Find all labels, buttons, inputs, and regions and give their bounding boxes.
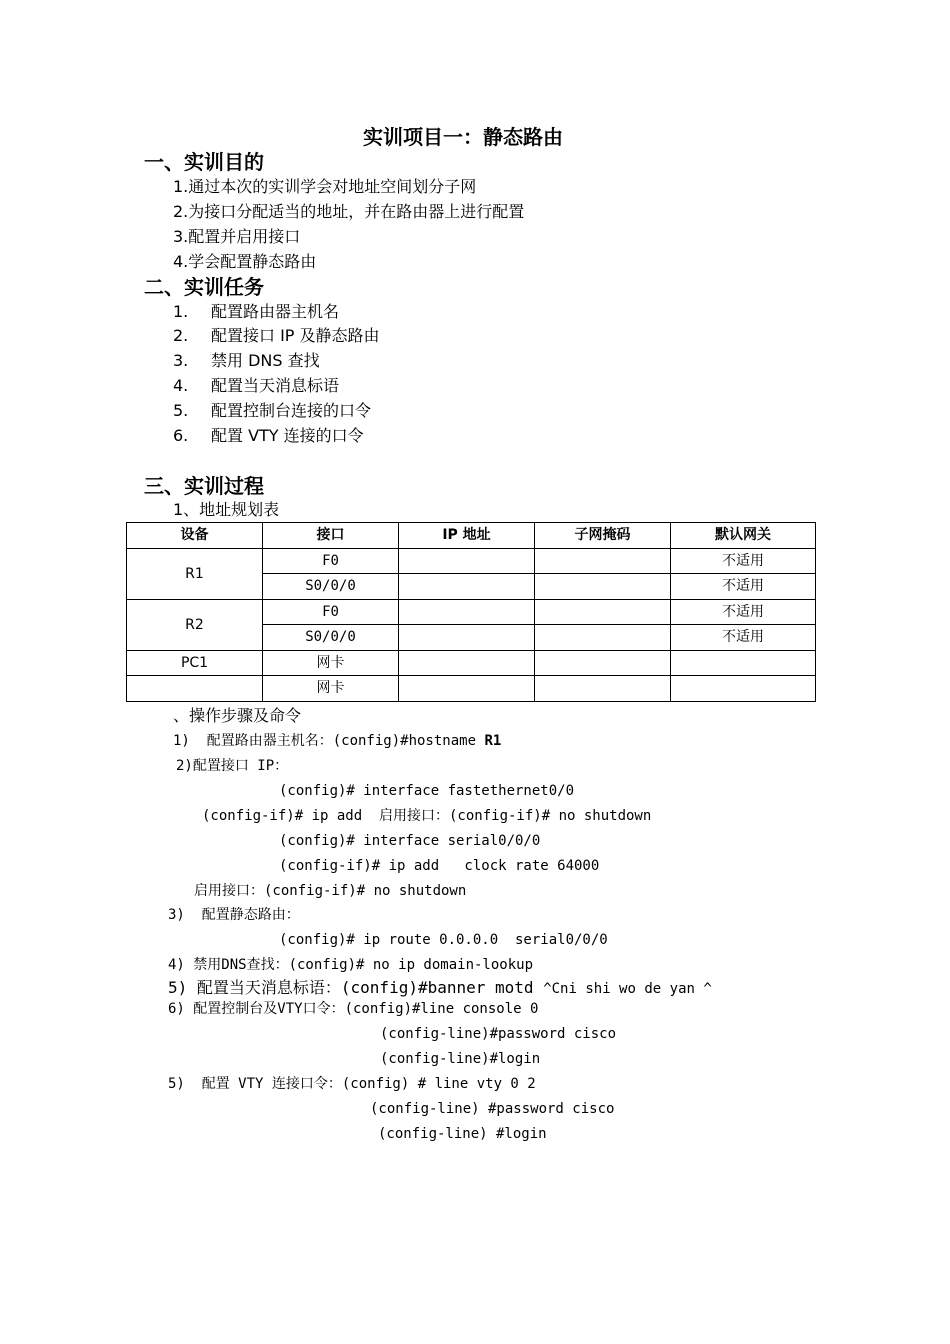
table-row — [127, 599, 816, 625]
table-header-row — [127, 523, 816, 549]
ip-cell — [399, 548, 535, 574]
device-cell: R1 — [127, 548, 263, 599]
table-row — [127, 676, 816, 702]
task-item: 禁用 DNS 查找 — [211, 351, 320, 370]
interface-cell: 网卡 — [263, 650, 399, 676]
interface-cell: S0/0/0 — [263, 625, 399, 651]
task-number: 5. — [173, 401, 189, 420]
subheading-address-plan: 1、地址规划表 — [173, 500, 280, 519]
task-number: 1. — [173, 302, 189, 321]
device-cell: R2 — [127, 599, 263, 650]
interface-cell: F0 — [263, 548, 399, 574]
task-item: 配置 VTY 连接的口令 — [211, 426, 364, 445]
task-number: 6. — [173, 426, 189, 445]
task-number: 4. — [173, 376, 189, 395]
gateway-cell — [671, 650, 816, 676]
header-cell: 默认网关 — [671, 523, 816, 549]
gateway-cell: 不适用 — [671, 625, 816, 651]
section-heading-tasks: 二、实训任务 — [144, 275, 264, 299]
hostname-value: R1 — [484, 733, 502, 749]
command-line: 启用接口：(config-if)# no shutdown — [194, 883, 467, 899]
step-interface-ip: 2)配置接口 IP： — [176, 758, 289, 774]
header-cell: 接口 — [263, 523, 399, 549]
task-item: 配置接口 IP 及静态路由 — [211, 326, 380, 345]
section-heading-process: 三、实训过程 — [144, 474, 264, 498]
gateway-cell: 不适用 — [671, 548, 816, 574]
command-line: (config-if)# ip add clock rate 64000 — [279, 858, 600, 874]
header-cell: 设备 — [127, 523, 263, 549]
command-line: (config-line) #login — [378, 1126, 547, 1142]
ip-cell — [399, 676, 535, 702]
task-item: 配置当天消息标语 — [211, 376, 340, 395]
command-line: (config)# interface serial0/0/0 — [279, 833, 541, 849]
header-cell: IP 地址 — [399, 523, 535, 549]
task-number: 3. — [173, 351, 189, 370]
section-heading-objectives: 一、实训目的 — [144, 150, 264, 174]
gateway-cell: 不适用 — [671, 599, 816, 625]
step-static-route: 3) 配置静态路由： — [168, 907, 300, 923]
mask-cell — [535, 625, 671, 651]
ip-cell — [399, 625, 535, 651]
mask-cell — [535, 574, 671, 600]
subheading-steps: 、操作步骤及命令 — [173, 706, 302, 725]
task-number: 2. — [173, 326, 189, 345]
banner-text: ^Cni shi wo de yan ^ — [543, 981, 712, 997]
interface-cell: S0/0/0 — [263, 574, 399, 600]
objective-item: 3.配置并启用接口 — [173, 227, 301, 246]
step-text: 5) 配置当天消息标语：(config)#banner motd — [168, 978, 544, 997]
step-hostname — [173, 734, 501, 748]
mask-cell — [535, 650, 671, 676]
objective-item: 4.学会配置静态路由 — [173, 252, 317, 271]
step-dns: 4) 禁用DNS查找：(config)# no ip domain-lookup — [168, 957, 534, 973]
step-banner — [168, 980, 712, 996]
step-vty: 5) 配置 VTY 连接口令：(config) # line vty 0 2 — [168, 1076, 536, 1092]
step-text: 1) 配置路由器主机名：(config)#hostname — [173, 733, 485, 749]
task-item: 配置路由器主机名 — [211, 302, 340, 321]
command-line: (config)# interface fastethernet0/0 — [279, 783, 575, 799]
mask-cell — [535, 676, 671, 702]
device-cell: PC1 — [127, 650, 263, 676]
mask-cell — [535, 548, 671, 574]
command-line: (config)# ip route 0.0.0.0 serial0/0/0 — [279, 932, 608, 948]
step-console: 6) 配置控制台及VTY口令：(config)#line console 0 — [168, 1001, 539, 1017]
device-cell — [127, 676, 263, 702]
interface-cell: 网卡 — [263, 676, 399, 702]
objective-item: 2.为接口分配适当的地址，并在路由器上进行配置 — [173, 202, 525, 221]
table-row — [127, 650, 816, 676]
gateway-cell: 不适用 — [671, 574, 816, 600]
mask-cell — [535, 599, 671, 625]
command-line: (config-if)# ip add 启用接口：(config-if)# no shutdown — [202, 808, 652, 824]
table-row — [127, 548, 816, 574]
header-cell: 子网掩码 — [535, 523, 671, 549]
address-plan-table — [126, 522, 816, 702]
command-line: (config-line)#password cisco — [380, 1026, 617, 1042]
ip-cell — [399, 599, 535, 625]
task-item: 配置控制台连接的口令 — [211, 401, 372, 420]
command-line: (config-line)#login — [380, 1051, 541, 1067]
command-line: (config-line) #password cisco — [370, 1101, 615, 1117]
gateway-cell — [671, 676, 816, 702]
ip-cell — [399, 650, 535, 676]
objective-item: 1.通过本次的实训学会对地址空间划分子网 — [173, 177, 477, 196]
ip-cell — [399, 574, 535, 600]
page-title: 实训项目一：静态路由 — [363, 125, 563, 149]
interface-cell: F0 — [263, 599, 399, 625]
